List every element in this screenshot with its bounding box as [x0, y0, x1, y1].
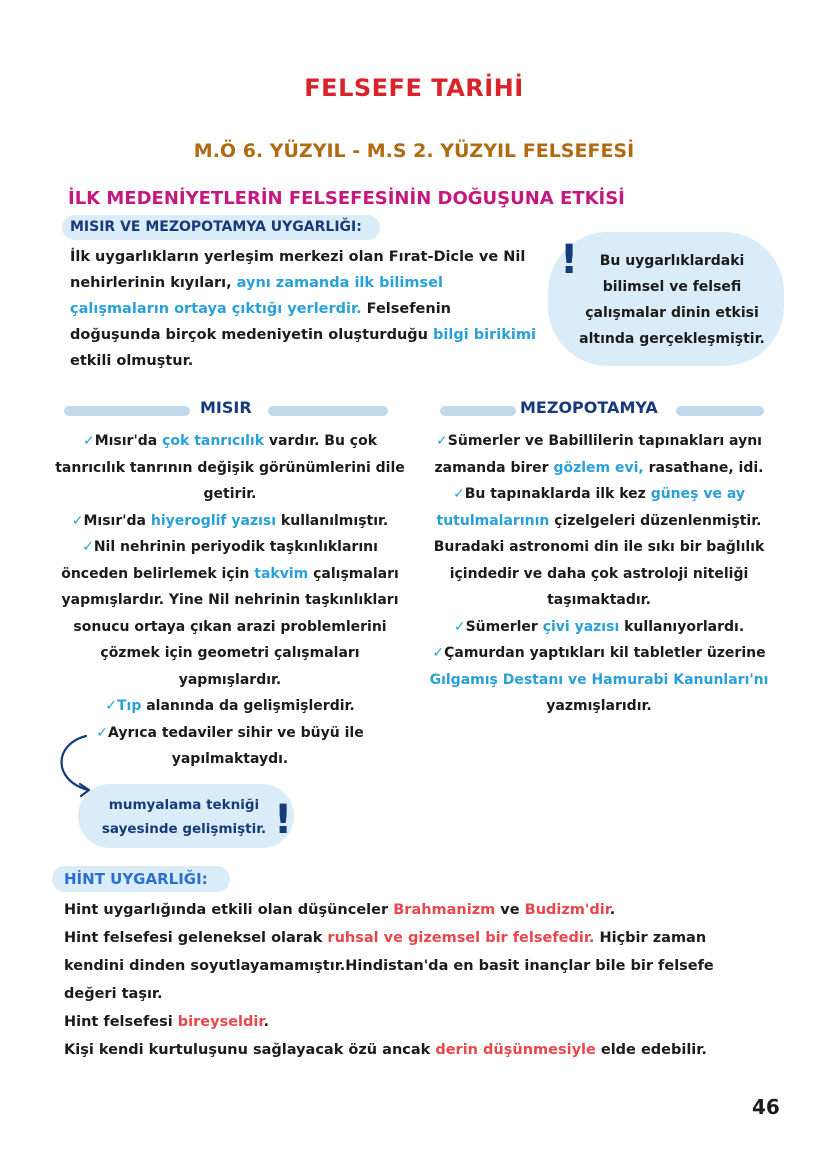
check-icon: ✓ — [82, 539, 94, 555]
mezo-divider-right — [676, 406, 764, 416]
hint-text: . — [263, 1014, 269, 1030]
hint-label: HİNT UYGARLIĞI: — [52, 866, 230, 892]
page-number: 46 — [752, 1095, 780, 1119]
item-text: Sümerler ve Babillilerin tapınakları aynı zamanda birer — [434, 433, 762, 476]
page-subtitle: M.Ö 6. YÜZYIL - M.S 2. YÜZYIL FELSEFESİ — [193, 140, 635, 162]
mummy-note-text: mumyalama tekniği sayesinde gelişmiştir. — [101, 797, 267, 837]
mm-label: MISIR VE MEZOPOTAMYA UYGARLIĞI: — [62, 215, 380, 240]
item-text: Sümerler — [465, 618, 543, 635]
hint-line — [64, 924, 764, 1008]
exclamation-icon: ! — [274, 797, 293, 843]
misir-column — [50, 428, 410, 773]
check-icon: ✓ — [436, 433, 448, 449]
check-icon: ✓ — [71, 512, 84, 529]
hint-text: Hiçbir zaman kendini dinden soyutlayamamıştır.Hindistan'da en basit inançlar bile bir felsefe değeri taşır. — [64, 930, 714, 1002]
hint-line — [64, 1008, 764, 1036]
exclamation-icon: ! — [560, 237, 579, 283]
intro-paragraph — [70, 244, 540, 374]
item-text: kullanılmıştır. — [276, 512, 389, 529]
hint-text: ve — [495, 902, 525, 918]
hint-text: Hint felsefesi — [64, 1014, 178, 1030]
hint-text: elde edebilir. — [595, 1042, 707, 1058]
item-highlight: hiyeroglif yazısı — [150, 512, 277, 529]
check-icon: ✓ — [82, 433, 95, 449]
item-text: yazmışlarıdır. — [546, 698, 652, 714]
page-title: FELSEFE TARİHİ — [304, 74, 524, 102]
list-item — [426, 614, 772, 641]
check-icon: ✓ — [453, 618, 466, 635]
list-item — [50, 428, 410, 508]
hint-highlight: Budizm'dir — [524, 902, 610, 918]
item-text: kullanıyorlardı. — [619, 618, 745, 635]
hint-highlight: bireyseldir — [177, 1014, 264, 1030]
intro-text: Felsefenin doğuşunda birçok medeniyetin oluşturduğu — [70, 301, 452, 343]
item-highlight: çivi yazısı — [542, 618, 620, 635]
list-item — [426, 428, 772, 481]
item-text: Mısır'da — [94, 433, 163, 449]
mezopotamya-column — [426, 428, 772, 720]
mezo-divider-left — [440, 406, 516, 416]
list-item — [50, 693, 410, 720]
check-icon: ✓ — [96, 724, 109, 741]
item-text: Çamurdan yaptıkları kil tabletler üzerine — [444, 645, 766, 661]
item-highlight: çok tanrıcılık — [162, 433, 265, 449]
misir-divider-left — [64, 406, 190, 416]
misir-divider-right — [268, 406, 388, 416]
list-item — [426, 640, 772, 720]
item-text: vardır. Bu çok tanrıcılık tanrının değişik görünümlerini dile getirir. — [55, 433, 405, 502]
item-highlight: Gılgamış Destanı ve Hamurabi Kanunları'nı — [429, 671, 769, 688]
item-text: alanında da gelişmişlerdir. — [141, 698, 355, 714]
hint-text: . — [609, 902, 616, 918]
item-text: çalışmaları yapmışlardır. Yine Nil nehrinin taşkınlıkları sonucu ortaya çıkan arazi problemlerini çözmek için geometri çalışmaları yapmışlardır. — [61, 565, 399, 688]
item-text: Ayrıca tedaviler sihir ve büyü ile yapılmaktaydı. — [108, 724, 364, 767]
item-highlight: Tıp — [116, 698, 142, 714]
intro-text: etkili olmuştur. — [70, 353, 194, 369]
intro-text: İlk uygarlıkların yerleşim merkezi olan Fırat-Dicle ve Nil nehirlerinin kıyıları, — [70, 249, 526, 291]
section-title: İLK MEDENİYETLERİN FELSEFESİNİN DOĞUŞUNA ETKİSİ — [68, 188, 625, 209]
hint-highlight: Brahmanizm — [393, 902, 496, 918]
hint-text: Hint felsefesi geleneksel olarak — [64, 930, 328, 946]
item-highlight: gözlem evi, — [553, 459, 644, 476]
hint-text: Kişi kendi kurtuluşunu sağlayacak özü ancak — [64, 1042, 436, 1058]
hint-text: Hint uygarlığında etkili olan düşünceler — [64, 902, 394, 918]
item-text: Nil nehrinin periyodik taşkınlıklarını önceden belirlemek için — [61, 539, 378, 582]
item-highlight: güneş ve ay tutulmalarının — [436, 486, 745, 529]
hint-highlight: derin düşünmesiyle — [435, 1042, 596, 1058]
mezopotamya-heading: MEZOPOTAMYA — [520, 398, 658, 417]
list-item — [426, 481, 772, 614]
hint-line — [64, 896, 764, 924]
hint-line — [64, 1036, 764, 1064]
list-item — [50, 508, 410, 535]
info-note-text: Bu uygarlıklardaki bilimsel ve felsefi çalışmalar dinin etkisi altında gerçekleşmiştir. — [579, 253, 765, 347]
check-icon: ✓ — [105, 698, 117, 714]
hint-paragraphs — [64, 896, 764, 1064]
intro-highlight: bilgi birikimi — [433, 327, 536, 343]
list-item — [50, 534, 410, 693]
check-icon: ✓ — [453, 486, 465, 502]
intro-highlight: aynı zamanda ilk bilimsel çalışmaların ortaya çıktığı yerlerdir. — [70, 275, 443, 317]
check-icon: ✓ — [432, 645, 445, 661]
item-highlight: takvim — [254, 565, 309, 582]
item-text: Bu tapınaklarda ilk kez — [464, 486, 651, 502]
item-text: Mısır'da — [83, 512, 151, 529]
item-text: rasathane, idi. — [643, 459, 764, 476]
item-text: çizelgeleri düzenlenmiştir. Buradaki astronomi din ile sıkı bir bağlılık içindedir ve daha çok astroloji niteliği taşımaktadır. — [433, 512, 765, 608]
misir-heading: MISIR — [200, 398, 252, 417]
hint-highlight: ruhsal ve gizemsel bir felsefedir. — [327, 930, 595, 946]
